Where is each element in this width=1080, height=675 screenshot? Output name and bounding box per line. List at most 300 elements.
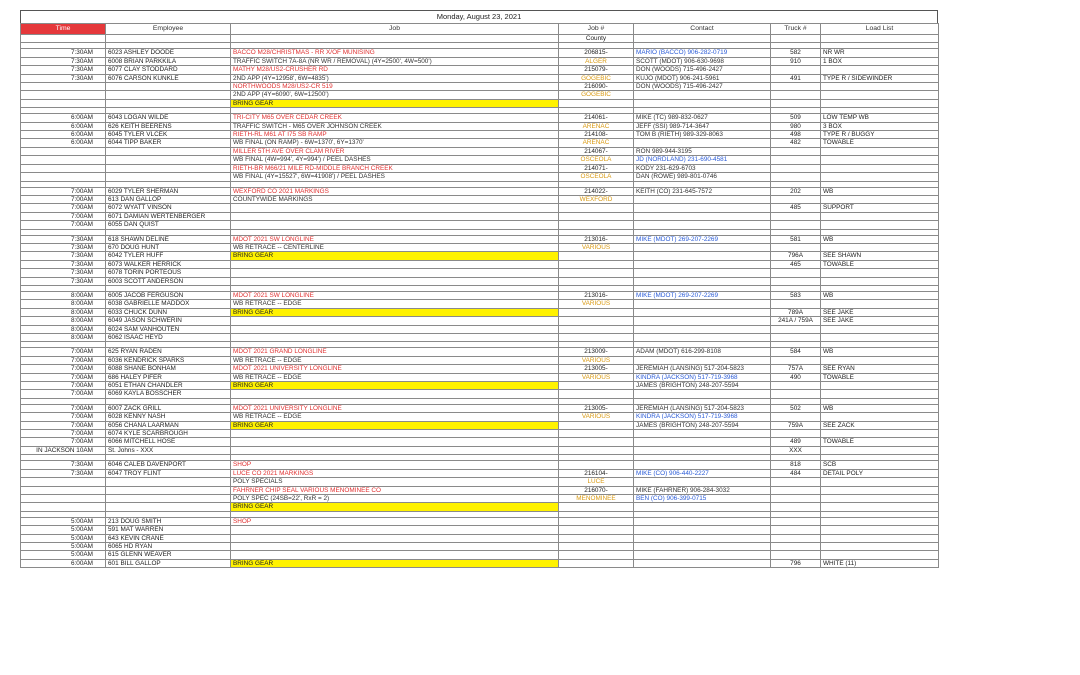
jobnum-cell: [559, 390, 634, 398]
truck-cell: [771, 478, 821, 486]
jobnum-cell: [559, 99, 634, 107]
employee-cell: 615 GLENN WEAVER: [106, 551, 231, 559]
jobnum-cell: [559, 252, 634, 260]
employee-cell: 625 RYAN RADEN: [106, 348, 231, 356]
time-cell: 7:00AM: [21, 430, 106, 438]
table-row: [21, 187, 939, 195]
contact-cell: [634, 195, 771, 203]
truck-cell: 490: [771, 373, 821, 381]
job-cell: BRING GEAR: [231, 421, 559, 429]
jobnum-cell: 215079-: [559, 66, 634, 74]
time-cell: 7:00AM: [21, 221, 106, 229]
jobnum-cell: LUCE: [559, 478, 634, 486]
contact-cell: [634, 446, 771, 454]
time-cell: 6:00AM: [21, 122, 106, 130]
truck-cell: [771, 221, 821, 229]
load-cell: [821, 430, 939, 438]
table-row: [21, 551, 939, 559]
load-cell: TYPE R / BUGGY: [821, 131, 939, 139]
table-row: [21, 526, 939, 534]
load-cell: [821, 195, 939, 203]
truck-cell: 583: [771, 291, 821, 299]
contact-cell: MIKE (FAHRNER) 906-284-3032: [634, 486, 771, 494]
contact-cell: JEREMIAH (LANSING) 517-204-5823: [634, 365, 771, 373]
truck-cell: [771, 212, 821, 220]
time-cell: 6:00AM: [21, 114, 106, 122]
jobnum-cell: 213009-: [559, 348, 634, 356]
time-cell: 8:00AM: [21, 300, 106, 308]
time-cell: 7:30AM: [21, 74, 106, 82]
time-cell: 8:00AM: [21, 291, 106, 299]
jobnum-cell: [559, 277, 634, 285]
employee-cell: 6073 WALKER HERRICK: [106, 260, 231, 268]
employee-cell: 6024 SAM VANHOUTEN: [106, 325, 231, 333]
jobnum-cell: [559, 325, 634, 333]
time-cell: 7:00AM: [21, 356, 106, 364]
job-cell: WB RETRACE -- CENTERLINE: [231, 243, 559, 251]
job-cell: [231, 221, 559, 229]
time-cell: 7:00AM: [21, 382, 106, 390]
load-cell: NR WR: [821, 49, 939, 57]
contact-cell: [634, 559, 771, 567]
table-row: [21, 235, 939, 243]
truck-cell: [771, 413, 821, 421]
job-cell: TRAFFIC SWITCH - M65 OVER JOHNSON CREEK: [231, 122, 559, 130]
job-cell: WB RETRACE -- EDGE: [231, 300, 559, 308]
load-cell: [821, 83, 939, 91]
load-cell: LOW TEMP WB: [821, 114, 939, 122]
job-cell: [231, 526, 559, 534]
table-row: [21, 243, 939, 251]
load-cell: SEE JAKE: [821, 317, 939, 325]
jobnum-cell: OSCEOLA: [559, 173, 634, 181]
table-row: [21, 469, 939, 477]
table-row: [21, 164, 939, 172]
job-cell: [231, 390, 559, 398]
load-cell: SEE ZACK: [821, 421, 939, 429]
employee-cell: 6088 SHANE BONHAM: [106, 365, 231, 373]
employee-cell: 601 BILL GALLOP: [106, 559, 231, 567]
job-cell: FAHRNER CHIP SEAL VARIOUS MENOMINEE CO: [231, 486, 559, 494]
truck-cell: 789A: [771, 308, 821, 316]
time-cell: [21, 83, 106, 91]
table-row: [21, 212, 939, 220]
truck-cell: 910: [771, 57, 821, 65]
load-cell: [821, 173, 939, 181]
time-cell: 7:30AM: [21, 461, 106, 469]
load-cell: TOWABLE: [821, 139, 939, 147]
load-cell: [821, 478, 939, 486]
jobnum-cell: VARIOUS: [559, 373, 634, 381]
employee-cell: 6071 DAMIAN WERTENBERGER: [106, 212, 231, 220]
load-cell: SEE JAKE: [821, 308, 939, 316]
job-cell: WEXFORD CO 2021 MARKINGS: [231, 187, 559, 195]
employee-cell: 6036 KENDRICK SPARKS: [106, 356, 231, 364]
job-cell: RIETH-RL M61 AT I75 SB RAMP: [231, 131, 559, 139]
time-cell: 7:00AM: [21, 438, 106, 446]
employee-cell: 6074 KYLE SCARBROUGH: [106, 430, 231, 438]
time-cell: 7:00AM: [21, 413, 106, 421]
table-row: [21, 503, 939, 511]
time-cell: 7:30AM: [21, 252, 106, 260]
table-row: [21, 269, 939, 277]
employee-cell: 6051 ETHAN CHANDLER: [106, 382, 231, 390]
job-cell: MILLER 5TH AVE OVER CLAM RIVER: [231, 147, 559, 155]
truck-cell: [771, 99, 821, 107]
job-cell: WB RETRACE -- EDGE: [231, 356, 559, 364]
employee-cell: 6042 TYLER HUFF: [106, 252, 231, 260]
truck-cell: [771, 164, 821, 172]
table-row: [21, 421, 939, 429]
time-cell: 5:00AM: [21, 542, 106, 550]
contact-cell: [634, 334, 771, 342]
employee-cell: 686 HALEY PIFER: [106, 373, 231, 381]
truck-cell: 581: [771, 235, 821, 243]
time-cell: IN JACKSON 10AM: [21, 446, 106, 454]
table-row: [21, 404, 939, 412]
contact-cell: [634, 91, 771, 99]
table-row: [21, 559, 939, 567]
contact-cell: MIKE (MDOT) 269-207-2269: [634, 291, 771, 299]
jobnum-cell: [559, 421, 634, 429]
table-row: [21, 66, 939, 74]
job-cell: SHOP: [231, 461, 559, 469]
contact-cell: [634, 503, 771, 511]
table-row: [21, 139, 939, 147]
contact-cell: [634, 317, 771, 325]
contact-cell: [634, 517, 771, 525]
table-row: [21, 83, 939, 91]
table-row: [21, 291, 939, 299]
time-cell: 7:30AM: [21, 277, 106, 285]
table-row: [21, 300, 939, 308]
load-cell: 1 BOX: [821, 57, 939, 65]
employee-cell: 6033 CHUCK DUNN: [106, 308, 231, 316]
job-cell: [231, 277, 559, 285]
contact-cell: [634, 356, 771, 364]
table-row: [21, 221, 939, 229]
time-cell: [21, 494, 106, 502]
load-cell: [821, 243, 939, 251]
jobnum-cell: 214061-: [559, 114, 634, 122]
table-row: [21, 382, 939, 390]
time-cell: 7:00AM: [21, 421, 106, 429]
truck-cell: 241A / 759A: [771, 317, 821, 325]
time-cell: 5:00AM: [21, 517, 106, 525]
job-cell: BRING GEAR: [231, 503, 559, 511]
employee-cell: 6069 KAYLA BOSSCHER: [106, 390, 231, 398]
table-row: [21, 122, 939, 130]
jobnum-cell: 213005-: [559, 365, 634, 373]
load-cell: [821, 156, 939, 164]
load-cell: [821, 413, 939, 421]
job-cell: WB RETRACE -- EDGE: [231, 373, 559, 381]
truck-cell: [771, 526, 821, 534]
truck-cell: [771, 390, 821, 398]
truck-cell: [771, 534, 821, 542]
jobnum-cell: [559, 551, 634, 559]
jobnum-cell: MENOMINEE: [559, 494, 634, 502]
col-header-contact: Contact: [634, 24, 771, 35]
employee-cell: [106, 91, 231, 99]
load-cell: [821, 277, 939, 285]
truck-cell: [771, 551, 821, 559]
contact-cell: [634, 551, 771, 559]
jobnum-cell: [559, 446, 634, 454]
employee-cell: [106, 156, 231, 164]
load-cell: [821, 551, 939, 559]
job-cell: [231, 212, 559, 220]
time-cell: 5:00AM: [21, 526, 106, 534]
subheader-county: County: [559, 35, 634, 43]
time-cell: 7:30AM: [21, 57, 106, 65]
employee-cell: 6003 SCOTT ANDERSON: [106, 277, 231, 285]
table-row: [21, 542, 939, 550]
truck-cell: [771, 356, 821, 364]
job-cell: [231, 438, 559, 446]
contact-cell: JEREMIAH (LANSING) 517-204-5823: [634, 404, 771, 412]
time-cell: 7:30AM: [21, 260, 106, 268]
job-cell: BRING GEAR: [231, 252, 559, 260]
contact-cell: JEFF (SSI) 989-714-3647: [634, 122, 771, 130]
time-cell: 7:00AM: [21, 365, 106, 373]
table-row: [21, 486, 939, 494]
employee-cell: 6055 DAN QUIST: [106, 221, 231, 229]
jobnum-cell: VARIOUS: [559, 413, 634, 421]
time-cell: 8:00AM: [21, 325, 106, 333]
truck-cell: [771, 156, 821, 164]
job-cell: LUCE CO 2021 MARKINGS: [231, 469, 559, 477]
job-cell: WB FINAL (ON RAMP) - 6W=1370', 6Y=1370': [231, 139, 559, 147]
jobnum-cell: [559, 430, 634, 438]
truck-cell: 796A: [771, 252, 821, 260]
table-row: [21, 49, 939, 57]
job-cell: [231, 446, 559, 454]
job-cell: WB RETRACE -- EDGE: [231, 413, 559, 421]
load-cell: SUPPORT: [821, 204, 939, 212]
jobnum-cell: 214108-: [559, 131, 634, 139]
time-cell: [21, 156, 106, 164]
jobnum-cell: [559, 204, 634, 212]
contact-cell: [634, 461, 771, 469]
job-cell: TRAFFIC SWITCH 7A-8A (NR WR / REMOVAL) (4Y=2500', 4W=500'): [231, 57, 559, 65]
jobnum-cell: 216090-: [559, 83, 634, 91]
employee-cell: 6062 ISAAC HEYD: [106, 334, 231, 342]
employee-cell: [106, 99, 231, 107]
sheet-date-title: Monday, August 23, 2021: [20, 10, 938, 23]
contact-cell: TOM B (RIETH) 989-329-8063: [634, 131, 771, 139]
load-cell: [821, 446, 939, 454]
jobnum-cell: [559, 334, 634, 342]
contact-cell: MIKE (CO) 906-440-2227: [634, 469, 771, 477]
table-row: [21, 252, 939, 260]
jobnum-cell: 206815-: [559, 49, 634, 57]
employee-cell: 6029 TYLER SHERMAN: [106, 187, 231, 195]
col-header-job: Job: [231, 24, 559, 35]
load-cell: [821, 269, 939, 277]
table-row: [21, 114, 939, 122]
employee-cell: 6056 CHANA LAARMAN: [106, 421, 231, 429]
table-row: [21, 517, 939, 525]
contact-cell: DON (WOODS) 715-496-2427: [634, 83, 771, 91]
load-cell: [821, 526, 939, 534]
job-cell: COUNTYWIDE MARKINGS: [231, 195, 559, 203]
contact-cell: MIKE (MDOT) 269-207-2269: [634, 235, 771, 243]
time-cell: 7:00AM: [21, 187, 106, 195]
truck-cell: [771, 66, 821, 74]
load-cell: [821, 542, 939, 550]
job-cell: MDOT 2021 GRAND LONGLINE: [231, 348, 559, 356]
time-cell: 7:00AM: [21, 373, 106, 381]
truck-cell: [771, 243, 821, 251]
time-cell: [21, 478, 106, 486]
col-header-jobnum: Job #: [559, 24, 634, 35]
jobnum-cell: 213005-: [559, 404, 634, 412]
time-cell: [21, 91, 106, 99]
jobnum-cell: [559, 382, 634, 390]
jobnum-cell: 213016-: [559, 235, 634, 243]
contact-cell: [634, 99, 771, 107]
load-cell: [821, 486, 939, 494]
time-cell: [21, 99, 106, 107]
job-cell: WB FINAL (4Y=15527', 6W=41908') / PEEL DASHES: [231, 173, 559, 181]
table-row: [21, 356, 939, 364]
employee-cell: 618 SHAWN DELINE: [106, 235, 231, 243]
truck-cell: [771, 486, 821, 494]
truck-cell: [771, 147, 821, 155]
load-cell: [821, 534, 939, 542]
contact-cell: [634, 221, 771, 229]
jobnum-cell: [559, 260, 634, 268]
contact-cell: [634, 542, 771, 550]
truck-cell: 485: [771, 204, 821, 212]
contact-cell: [634, 139, 771, 147]
load-cell: SCB: [821, 461, 939, 469]
time-cell: 6:00AM: [21, 139, 106, 147]
jobnum-cell: [559, 517, 634, 525]
truck-cell: 584: [771, 348, 821, 356]
load-cell: SEE RYAN: [821, 365, 939, 373]
employee-cell: 6005 JACOB FERGUSON: [106, 291, 231, 299]
job-cell: POLY SPEC (24SB=22', RxR = 2): [231, 494, 559, 502]
load-cell: [821, 356, 939, 364]
table-row: [21, 534, 939, 542]
load-cell: WB: [821, 404, 939, 412]
truck-cell: 502: [771, 404, 821, 412]
time-cell: 7:30AM: [21, 469, 106, 477]
job-cell: BRING GEAR: [231, 559, 559, 567]
contact-cell: DON (WOODS) 715-496-2427: [634, 66, 771, 74]
jobnum-cell: 216070-: [559, 486, 634, 494]
schedule-table: [20, 23, 939, 568]
truck-cell: [771, 277, 821, 285]
truck-cell: 759A: [771, 421, 821, 429]
time-cell: [21, 503, 106, 511]
time-cell: 7:30AM: [21, 49, 106, 57]
truck-cell: [771, 494, 821, 502]
employee-cell: [106, 173, 231, 181]
time-cell: 7:30AM: [21, 235, 106, 243]
job-cell: [231, 317, 559, 325]
truck-cell: 818: [771, 461, 821, 469]
table-row: [21, 478, 939, 486]
employee-cell: 6049 JASON SCHWERIN: [106, 317, 231, 325]
truck-cell: 202: [771, 187, 821, 195]
load-cell: [821, 221, 939, 229]
load-cell: [821, 517, 939, 525]
job-cell: [231, 551, 559, 559]
truck-cell: 509: [771, 114, 821, 122]
employee-cell: 6007 ZACK GRILL: [106, 404, 231, 412]
jobnum-cell: ARENAC: [559, 139, 634, 147]
load-cell: [821, 300, 939, 308]
truck-cell: 796: [771, 559, 821, 567]
contact-cell: [634, 308, 771, 316]
load-cell: [821, 164, 939, 172]
jobnum-cell: [559, 269, 634, 277]
job-cell: 2ND APP (4Y=12958', 6W=4835'): [231, 74, 559, 82]
load-cell: TYPE R / SIDEWINDER: [821, 74, 939, 82]
col-header-time: Time: [21, 24, 106, 35]
job-cell: WB FINAL (4W=994', 4Y=994') / PEEL DASHES: [231, 156, 559, 164]
time-cell: 7:30AM: [21, 243, 106, 251]
col-header-employee: Employee: [106, 24, 231, 35]
jobnum-cell: 216104-: [559, 469, 634, 477]
time-cell: 8:00AM: [21, 317, 106, 325]
jobnum-cell: VARIOUS: [559, 356, 634, 364]
job-cell: 2ND APP (4Y=6090', 6W=12500'): [231, 91, 559, 99]
load-cell: [821, 99, 939, 107]
time-cell: 7:00AM: [21, 404, 106, 412]
subheader-row: [21, 35, 939, 43]
employee-cell: [106, 147, 231, 155]
contact-cell: ADAM (MDOT) 616-299-8108: [634, 348, 771, 356]
load-cell: TOWABLE: [821, 438, 939, 446]
truck-cell: [771, 83, 821, 91]
contact-cell: [634, 390, 771, 398]
truck-cell: [771, 503, 821, 511]
load-cell: [821, 147, 939, 155]
employee-cell: 591 MAT WARREN: [106, 526, 231, 534]
truck-cell: [771, 300, 821, 308]
jobnum-cell: 214067-: [559, 147, 634, 155]
truck-cell: [771, 173, 821, 181]
job-cell: BACCO M28/CHRISTMAS - RR X/OF MUNISING: [231, 49, 559, 57]
load-cell: WB: [821, 187, 939, 195]
employee-cell: [106, 503, 231, 511]
contact-cell: JAMES (BRIGHTON) 248-207-5594: [634, 382, 771, 390]
table-row: [21, 334, 939, 342]
job-cell: [231, 325, 559, 333]
load-cell: WB: [821, 291, 939, 299]
load-cell: SEE SHAWN: [821, 252, 939, 260]
time-cell: 7:30AM: [21, 66, 106, 74]
header-row: [21, 24, 939, 35]
load-cell: [821, 503, 939, 511]
job-cell: [231, 430, 559, 438]
table-row: [21, 461, 939, 469]
contact-cell: [634, 300, 771, 308]
table-row: [21, 348, 939, 356]
table-row: [21, 413, 939, 421]
job-cell: MDOT 2021 SW LONGLINE: [231, 235, 559, 243]
table-row: [21, 438, 939, 446]
table-row: [21, 494, 939, 502]
contact-cell: BEN (CO) 906-399-0715: [634, 494, 771, 502]
jobnum-cell: VARIOUS: [559, 243, 634, 251]
jobnum-cell: GOGEBIC: [559, 74, 634, 82]
contact-cell: KODY 231-629-6703: [634, 164, 771, 172]
